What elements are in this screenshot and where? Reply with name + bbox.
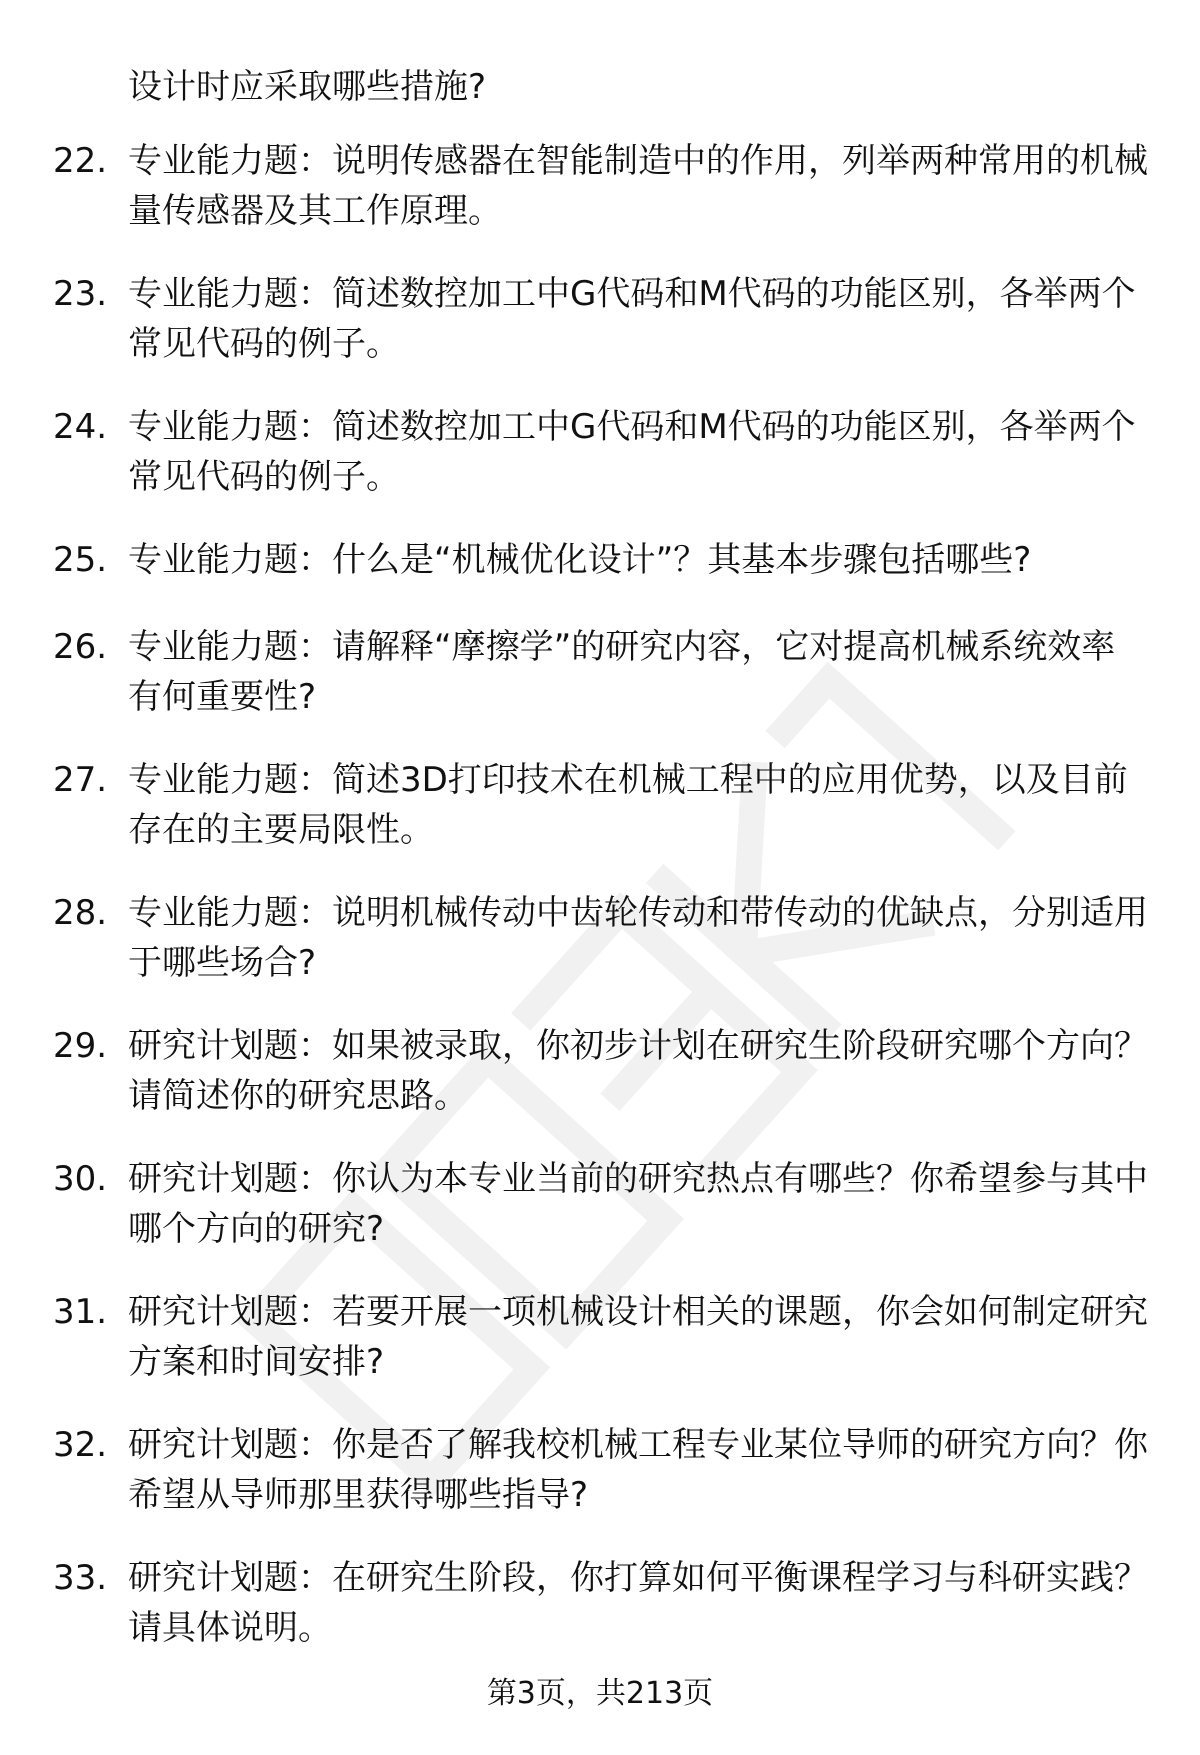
question-number: 22. [53,141,108,181]
page-footer: 第3页，共213页 [486,1676,714,1711]
question-text: 研究计划题：若要开展一项机械设计相关的课题，你会如何制定研究方案和时间安排? [128,1292,1148,1382]
question-text: 专业能力题：简述3D打印技术在机械工程中的应用优势，以及目前存在的主要局限性。 [128,760,1128,850]
question-text: 专业能力题：简述数控加工中G代码和M代码的功能区别，各举两个常见代码的例子。 [128,274,1136,364]
question-text: 研究计划题：你认为本专业当前的研究热点有哪些？你希望参与其中哪个方向的研究? [128,1159,1148,1249]
question-item [0,622,1200,722]
question-text: 专业能力题：说明机械传动中齿轮传动和带传动的优缺点，分别适用于哪些场合? [128,893,1148,983]
question-number: 32. [53,1425,108,1465]
question-item [0,1553,1200,1653]
question-text: 研究计划题：如果被录取，你初步计划在研究生阶段研究哪个方向？请简述你的研究思路。 [128,1026,1148,1116]
question-text: 研究计划题：你是否了解我校机械工程专业某位导师的研究方向？你希望从导师那里获得哪些指导? [128,1425,1148,1515]
question-number: 29. [53,1026,108,1066]
question-text: 专业能力题：说明传感器在智能制造中的作用，列举两种常用的机械量传感器及其工作原理。 [128,141,1148,231]
question-text: 研究计划题：在研究生阶段，你打算如何平衡课程学习与科研实践？请具体说明。 [128,1558,1148,1648]
question-list [0,136,1200,1686]
question-item [0,1021,1200,1121]
question-number: 31. [53,1292,108,1332]
question-number: 25. [53,540,108,580]
question-item [0,402,1200,502]
question-item [0,755,1200,855]
question-item [0,1420,1200,1520]
question-item [0,535,1200,585]
question-number: 23. [53,274,108,314]
question-text: 专业能力题：请解释“摩擦学”的研究内容，它对提高机械系统效率有何重要性? [128,627,1116,717]
question-number: 24. [53,407,108,447]
question-number: 33. [53,1558,108,1598]
question-number: 26. [53,627,108,667]
question-number: 30. [53,1159,108,1199]
question-item [0,888,1200,988]
question-text: 专业能力题：简述数控加工中G代码和M代码的功能区别，各举两个常见代码的例子。 [128,407,1136,497]
question-item [0,136,1200,236]
continued-question-text: 设计时应采取哪些措施? [128,67,487,107]
question-item [0,1287,1200,1387]
question-number: 27. [53,760,108,800]
question-item [0,269,1200,369]
question-number: 28. [53,893,108,933]
question-text: 专业能力题：什么是“机械优化设计”？其基本步骤包括哪些? [128,540,1032,580]
question-item [0,1154,1200,1254]
